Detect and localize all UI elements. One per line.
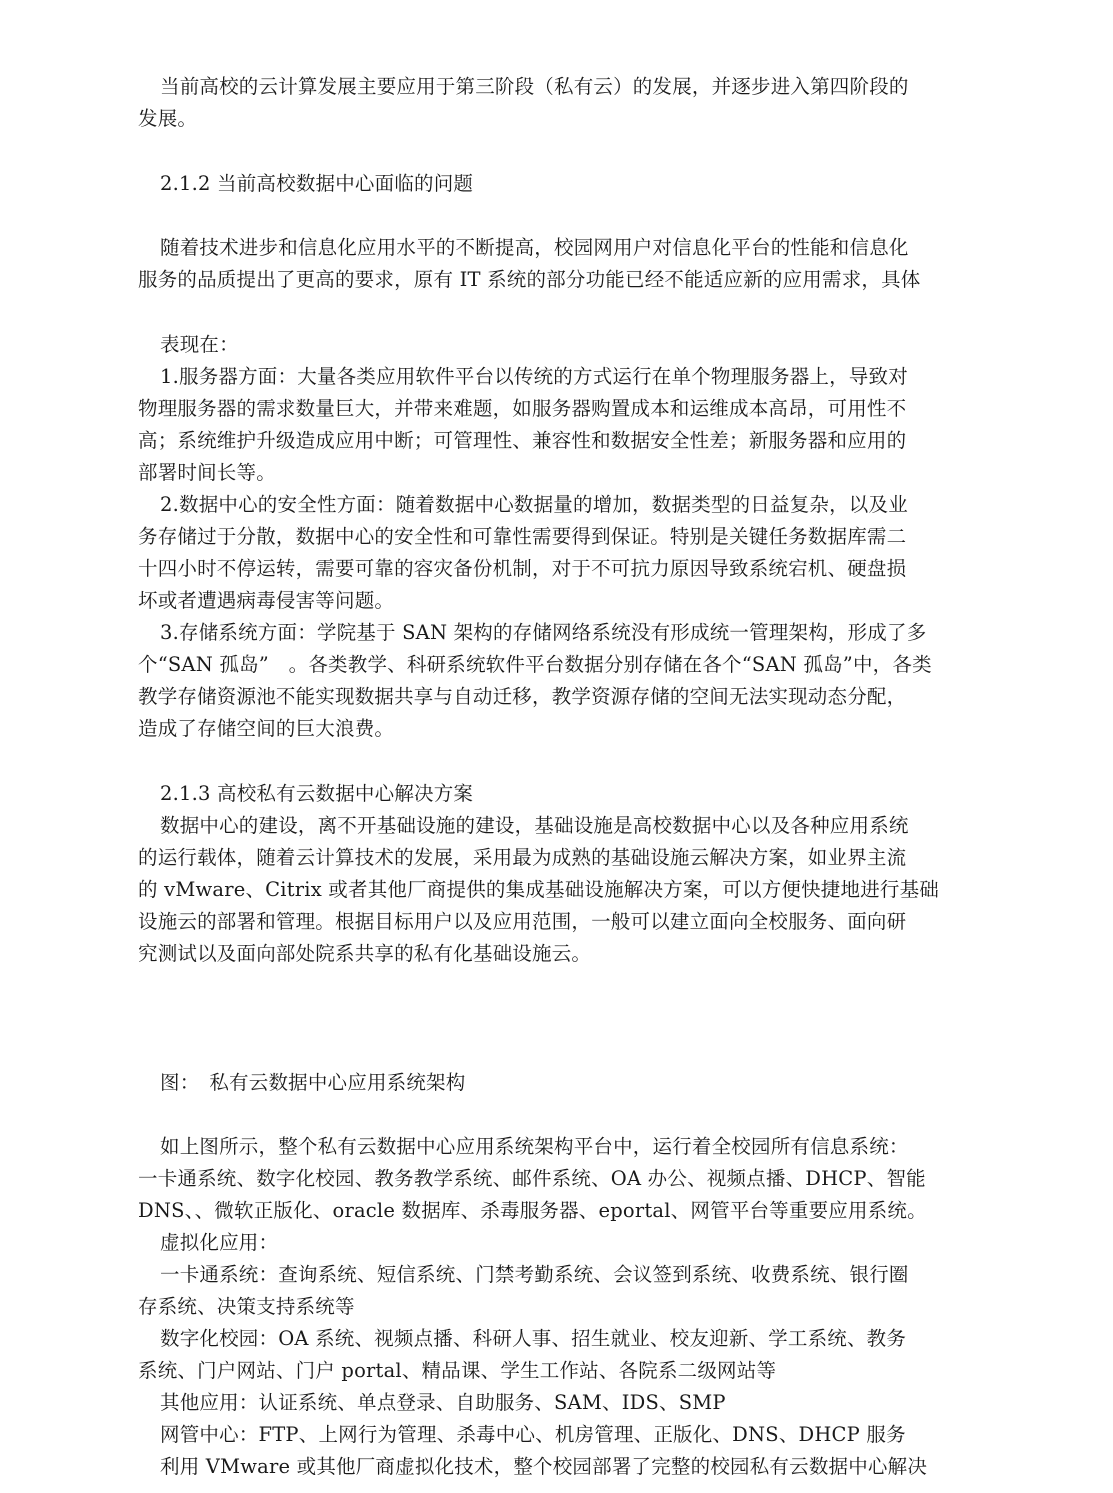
paragraph-line: 十四小时不停运转，需要可靠的容灾备份机制，对于不可抗力原因导致系统宕机、硬盘损 xyxy=(138,557,907,580)
paragraph-line: 当前高校的云计算发展主要应用于第三阶段（私有云）的发展，并逐步进入第四阶段的 xyxy=(160,75,909,98)
paragraph-line: 发展。 xyxy=(138,107,198,130)
paragraph-line: 一卡通系统：查询系统、短信系统、门禁考勤系统、会议签到系统、收费系统、银行圈 xyxy=(160,1263,909,1286)
paragraph-line: 高；系统维护升级造成应用中断；可管理性、兼容性和数据安全性差；新服务器和应用的 xyxy=(138,429,907,452)
paragraph-line: 究测试以及面向部处院系共享的私有化基础设施云。 xyxy=(138,942,592,965)
paragraph-line: 2.数据中心的安全性方面：随着数据中心数据量的增加，数据类型的日益复杂，以及业 xyxy=(160,493,908,516)
paragraph-line: 教学存储资源池不能实现数据共享与自动迁移，教学资源存储的空间无法实现动态分配， xyxy=(138,685,907,708)
paragraph-line: 个“SAN 孤岛” 。各类教学、科研系统软件平台数据分别存储在各个“SAN 孤岛”中，各类 xyxy=(138,653,932,676)
paragraph-line: 设施云的部署和管理。根据目标用户以及应用范围，一般可以建立面向全校服务、面向研 xyxy=(138,910,907,933)
paragraph-line: 坏或者遭遇病毒侵害等问题。 xyxy=(138,589,395,612)
paragraph-line: 1.服务器方面：大量各类应用软件平台以传统的方式运行在单个物理服务器上，导致对 xyxy=(160,365,908,388)
paragraph-line: 网管中心：FTP、上网行为管理、杀毒中心、机房管理、正版化、DNS、DHCP 服务 xyxy=(160,1423,906,1446)
paragraph-line: 利用 VMware 或其他厂商虚拟化技术，整个校园部署了完整的校园私有云数据中心解决 xyxy=(160,1455,928,1478)
section-heading: 2.1.2 当前高校数据中心面临的问题 xyxy=(160,172,474,195)
paragraph-line: 造成了存储空间的巨大浪费。 xyxy=(138,717,395,740)
paragraph-line: 的 vMware、Citrix 或者其他厂商提供的集成基础设施解决方案，可以方便快捷地进行基础 xyxy=(138,878,940,901)
paragraph-line: 物理服务器的需求数量巨大，并带来难题，如服务器购置成本和运维成本高昂，可用性不 xyxy=(138,397,907,420)
paragraph-line: DNS、、微软正版化、oracle 数据库、杀毒服务器、eportal、网管平台等重要应用系统。 xyxy=(138,1199,927,1222)
paragraph-line: 随着技术进步和信息化应用水平的不断提高，校园网用户对信息化平台的性能和信息化 xyxy=(160,236,909,259)
paragraph-line: 一卡通系统、数字化校园、教务教学系统、邮件系统、OA 办公、视频点播、DHCP、智能 xyxy=(138,1167,926,1190)
paragraph-line: 部署时间长等。 xyxy=(138,461,276,484)
paragraph-line: 数据中心的建设，离不开基础设施的建设，基础设施是高校数据中心以及各种应用系统 xyxy=(160,814,909,837)
paragraph-line: 系统、门户网站、门户 portal、精品课、学生工作站、各院系二级网站等 xyxy=(138,1359,777,1382)
paragraph-line: 存系统、决策支持系统等 xyxy=(138,1295,355,1318)
paragraph-line: 数字化校园：OA 系统、视频点播、科研人事、招生就业、校友迎新、学工系统、教务 xyxy=(160,1327,907,1350)
figure-caption: 图： 私有云数据中心应用系统架构 xyxy=(160,1071,466,1094)
paragraph-line: 务存储过于分散，数据中心的安全性和可靠性需要得到保证。特别是关键任务数据库需二 xyxy=(138,525,907,548)
paragraph-line: 表现在： xyxy=(160,333,239,356)
section-heading: 2.1.3 高校私有云数据中心解决方案 xyxy=(160,782,474,805)
paragraph-line: 3.存储系统方面：学院基于 SAN 架构的存储网络系统没有形成统一管理架构，形成了多 xyxy=(160,621,927,644)
paragraph-line: 虚拟化应用： xyxy=(160,1231,279,1254)
paragraph-line: 服务的品质提出了更高的要求，原有 IT 系统的部分功能已经不能适应新的应用需求，具体 xyxy=(138,268,921,291)
paragraph-line: 如上图所示，整个私有云数据中心应用系统架构平台中，运行着全校园所有信息系统： xyxy=(160,1135,909,1158)
paragraph-line: 的运行载体，随着云计算技术的发展，采用最为成熟的基础设施云解决方案，如业界主流 xyxy=(138,846,907,869)
paragraph-line: 其他应用：认证系统、单点登录、自助服务、SAM、IDS、SMP xyxy=(160,1391,726,1414)
